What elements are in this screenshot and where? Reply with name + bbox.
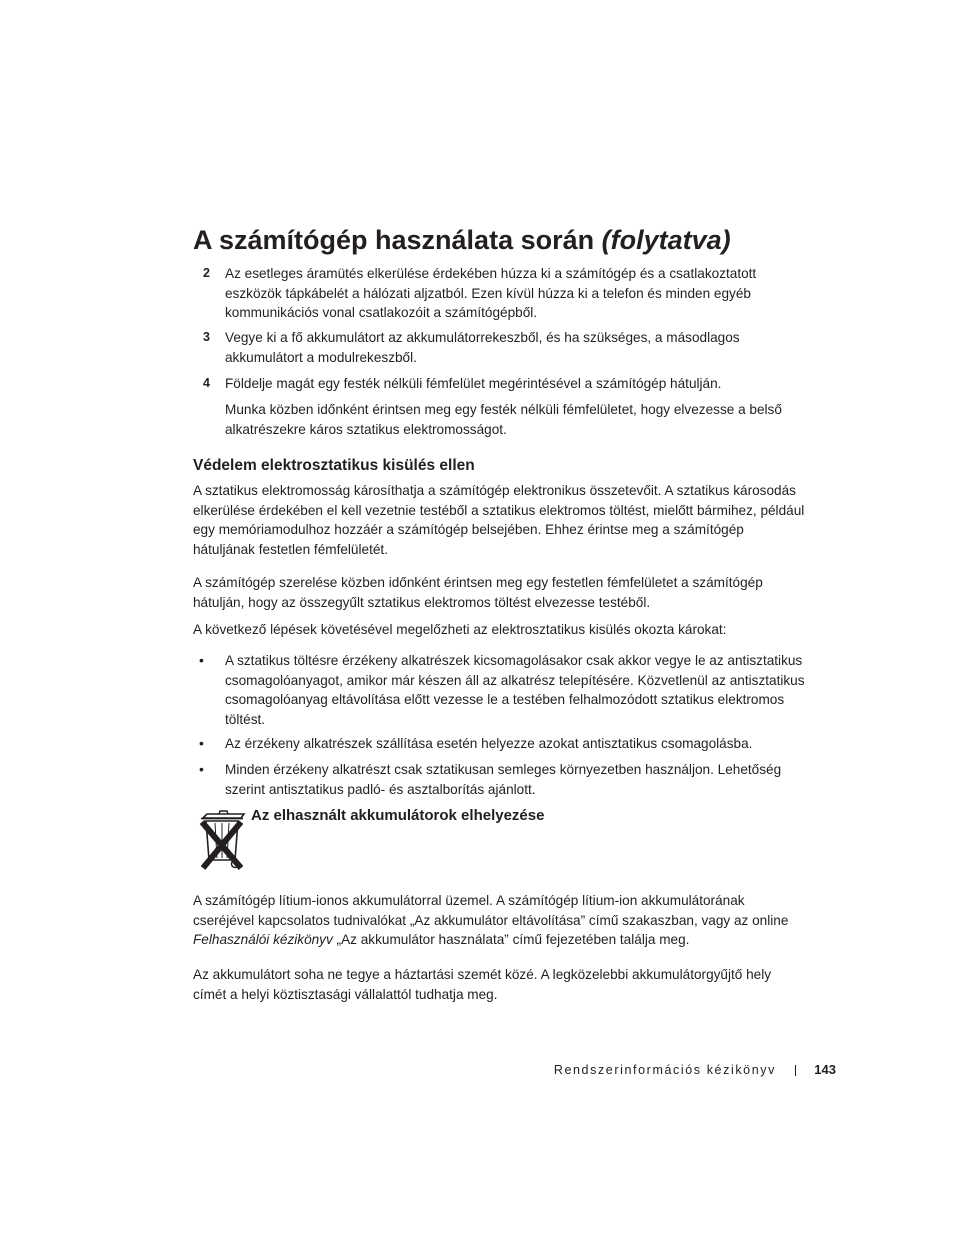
page-footer (553, 1060, 838, 1080)
esd-paragraph-3: A következő lépések követésével megelőzheti az elektrosztatikus kisülés okozta károkat: (193, 622, 727, 637)
step-text: Az esetleges áramütés elkerülése érdekében húzza ki a számítógép és a csatlakoztatott eszközök tápkábelét a hálózati aljzatból. Ezen kívül húzza ki a telefon és minden egyéb kommunikációs vonal csatlakozóit a számítógépből. (225, 266, 757, 320)
step-number: 4 (203, 376, 210, 390)
page-number: 143 (814, 1062, 836, 1077)
page-title-main: A számítógép használata során (193, 225, 602, 255)
crossed-out-wheeled-bin-icon (197, 808, 249, 872)
list-item-text: Az érzékeny alkatrészek szállítása esetén helyezze azokat antisztatikus csomagolásba. (225, 736, 753, 751)
section-heading-battery: Az elhasznált akkumulátorok elhelyezése (251, 807, 545, 824)
section-heading-esd: Védelem elektrosztatikus kisülés ellen (193, 457, 475, 474)
battery-paragraph-2: Az akkumulátort soha ne tegye a háztartási szemét közé. A legközelebbi akkumulátorgyűjtő hely címét a helyi köztisztasági vállalattól tudhatja meg. (193, 967, 772, 1002)
esd-paragraph-1: A sztatikus elektromosság károsíthatja a számítógép elektronikus összetevőit. A sztatikus károsodás elkerülése érdekében el kell vezetnie testéből a sztatikus elektromos töltést, mielőtt bármihez, például egy memóriamodulhoz hozzáér a számítógép belsejében. Ehhez érintse meg a számítógép hátuljának festetlen fémfelületét. (193, 483, 805, 557)
bullet-marker: • (199, 735, 204, 751)
list-item-text: A sztatikus töltésre érzékeny alkatrészek kicsomagolásakor csak akkor vegye le az antisztatikus csomagolóanyagot, amikor már készen áll az alkatrész telepítésére. Közvetlenül az antisztatikus csomagolóanyag eltávolítása előtt vezesse le a testében felhalmozódott sztatikus elektromos töltést. (225, 653, 805, 727)
bullet-marker: • (199, 761, 204, 777)
step-note: Munka közben időnként érintsen meg egy festék nélküli fémfelületet, hogy elvezesse a belső alkatrészekre káros sztatikus elektromosságot. (225, 402, 782, 437)
page-title-continued: (folytatva) (601, 225, 731, 255)
step-text: Földelje magát egy festék nélküli fémfelület megérintésével a számítógép hátulján. (225, 376, 722, 391)
footer-divider (795, 1065, 796, 1076)
battery-paragraph-1-end: „Az akkumulátor használata” című fejezetében találja meg. (332, 932, 690, 947)
manual-name: Rendszerinformációs kézikönyv (553, 1063, 776, 1077)
page-title (193, 222, 731, 258)
step-text: Vegye ki a fő akkumulátort az akkumulátorrekeszből, és ha szükséges, a másodlagos akkumulátort a modulrekeszből. (225, 330, 740, 365)
esd-paragraph-2: A számítógép szerelése közben időnként érintsen meg egy festetlen fémfelületet a számítógép hátulján, hogy az összegyűlt sztatikus elektromos töltést elvezesse testéből. (193, 575, 763, 610)
step-number: 2 (203, 266, 210, 280)
user-guide-title: Felhasználói kézikönyv (193, 932, 333, 947)
bullet-marker: • (199, 652, 204, 668)
list-item-text: Minden érzékeny alkatrészt csak sztatikusan semleges környezetben használjon. Lehetőség szerint antisztatikus padló- és asztalborítás ajánlott. (225, 762, 782, 797)
battery-paragraph-1 (193, 891, 808, 950)
battery-paragraph-1-start: A számítógép lítium-ionos akkumulátorral üzemel. A számítógép lítium-ion akkumulátorának cseréjével kapcsolatos tudnivalókat „Az akkumulátor eltávolítása” című szakaszban, vagy az online (193, 893, 789, 928)
step-number: 3 (203, 330, 210, 344)
